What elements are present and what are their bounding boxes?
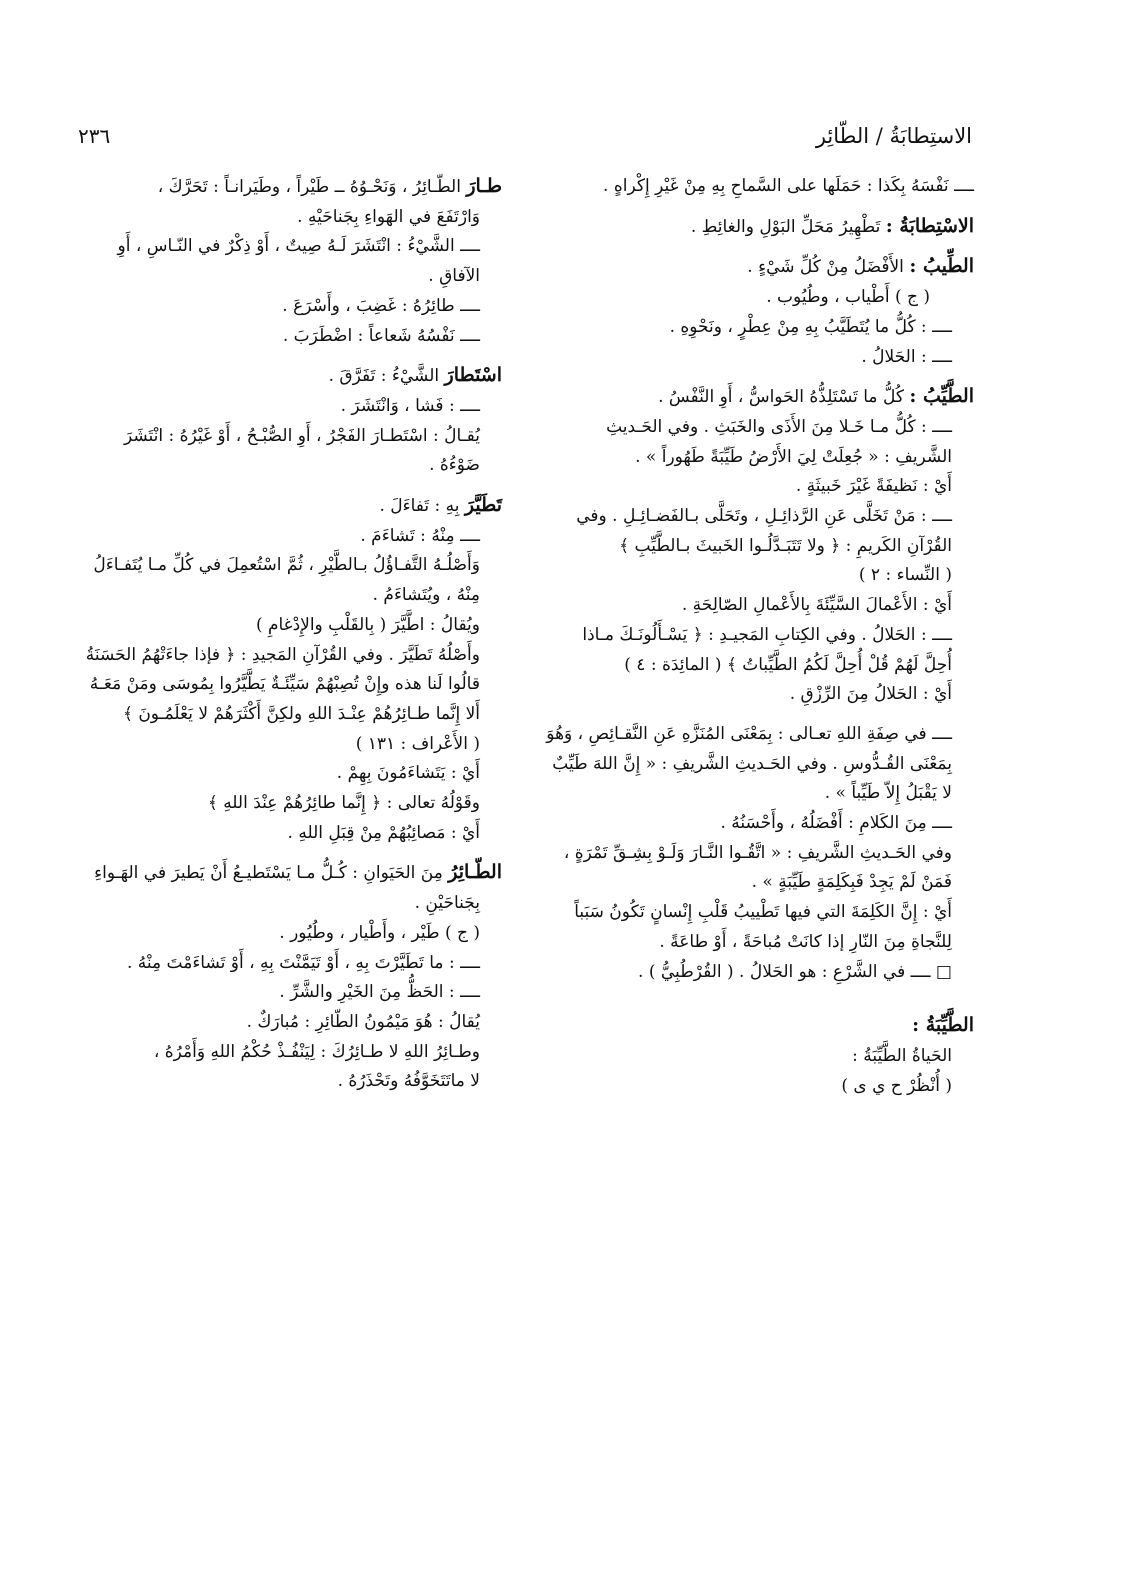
entry-line [554,1011,974,1042]
entry-line [554,532,974,562]
entry-line [546,720,974,750]
definition-text: أَيْ : الحَلالُ مِنَ الرِّزْقِ . [789,684,952,705]
entry-line [54,641,502,671]
entry-line [554,313,974,343]
entry-line [54,232,502,262]
entry-line [554,809,974,839]
definition-text: بِمَعْنَى القُـدُّوسِ . وفي الحَـديثِ الشَّريفِ : « إِنَّ اللهَ طَيِّبٌ [552,753,952,774]
definition-text: أُحِلَّ لَهُمْ قُلْ أُحِلَّ لَكُمُ الطَّيِّباتُ ﴾ ( المائِدَة : ٤ ) [624,654,952,675]
definition-text: ــــ مِنْهُ : تَشاءَمَ . [360,525,480,546]
entry-line [554,750,974,780]
entry-line [54,978,502,1008]
definition-text: ــــ : الحَلالُ . وفي الكِتابِ المَجيـدِ : ﴿ يَسْـأَلُونَـكَ مـاذا [582,624,952,645]
entry-line [54,858,502,889]
entry-line [554,343,974,373]
entry-line [554,651,974,681]
entry-line [54,759,502,789]
entry-line [54,392,502,422]
definition-text: وَارْتَفَعَ في الهَواءِ بِجَناحَيْهِ . [297,206,480,227]
entry-line [54,262,502,292]
definition-text: لا ماتَتَخَوَّفُهُ وتَحْذَرُهُ . [337,1071,480,1092]
entry-line [554,680,974,710]
definition-text: تَطْهِيرُ مَحَلِّ البَوْلِ والغائِطِ . [690,216,886,237]
definition-text: أَيْ : نَظيفَةً غَيْرَ خَبيثَةٍ . [795,476,952,497]
headword: الطِّيبُ : [909,255,974,278]
definition-text: أَيْ : مَصائِبُهُمْ مِنْ قِبَلِ اللهِ . [287,822,480,843]
definition-text: ــــ : ما تَطَيَّرْتَ بِهِ ، أَوْ تَيَمَّنْتَ بِهِ ، أَوْ تَشاءَمْتَ مِنْهُ . [126,952,480,973]
headword: اسْتَطارَ [444,364,502,387]
definition-text: قالُوا لَنا هذه وإِنْ تُصِبْهُمْ سَيِّئَـةٌ يَطَّيَّرُوا بِمُوسَى ومَنْ مَعَـهُ [89,674,480,695]
definition-text: ــــ : كُلُّ مـا خَـلا مِنَ الأَذَى والخَبَثِ . وفي الحَـديثِ [606,416,952,437]
entry-line [54,551,502,581]
definition-text: يُقـالُ : اسْتَطـارَ الفَجْرُ ، أَوِ الصُّبْـحُ ، أَوْ غَيْرُهُ : انْتَشَرَ [123,425,480,446]
definition-text: ــــ : فَشا ، وَانْتَشَرَ . [340,395,480,416]
definition-text: الشَّيْءُ : تَفَرَّقَ . [328,366,445,387]
entry-line [554,868,974,898]
definition-text: وأَصْلُهُ تَطَيَّرَ . وفي القُرْآنِ المَجيدِ : ﴿ فإذا جاءَتْهُمُ الحَسَنَةُ [85,644,480,665]
entry-line [54,1008,502,1038]
definition-text: ( ج ) طَيْر ، وأَطْيار ، وطُيُور . [279,922,480,943]
definition-text: ــــ الشَّيْءُ : انْتَشَرَ لَـهُ صِيتٌ ، أَوْ ذِكْرٌ في النّـاسِ ، أَوِ [117,236,480,257]
entry-line [554,561,974,591]
definition-text: وقَوْلُهُ تعالى : ﴿ إِنَّما طائِرُهُمْ عِنْدَ اللهِ ﴾ [207,793,480,814]
entry-line [554,1072,974,1102]
entry-line [54,172,502,203]
entry-line [54,889,502,919]
definition-text: وَأَصْلُـهُ التَّفـاؤُلُ بـالطَّيْرِ ، ثُمَّ اسْتُعمِلَ في كُلِّ مـا يُتَفـاءَلُ [93,555,480,576]
headword: طـارَ [466,175,502,197]
headword: الطَّيِّبَةُ : [912,1014,974,1037]
definition-text: أَيْ : يَتَشاءَمُونَ بِهِمْ . [336,763,480,784]
entry-line [54,700,502,730]
definition-text: القُرْآنِ الكَريمِ : ﴿ ولا تَتَبَـدَّلُـوا الخَبيثَ بـالطَّيِّبِ ﴾ [619,535,952,556]
definition-text: الحَياةُ الطَّيِّبَةُ : [852,1045,952,1066]
definition-text: مِنَ الحَيَوانِ : كُـلُّ مـا يَسْتَطيـعُ أَنْ يَطيرَ في الهَـواءِ [94,863,449,884]
entry-line [54,322,502,352]
definition-text: ــــ : كُلُّ ما يُتَطَيَّبُ بِهِ مِنْ عِطْرٍ ، ونَحْوِهِ . [669,316,952,337]
entry-line [54,730,502,760]
entry-line [54,581,502,611]
entry-line [554,472,974,502]
definition-text: الطّـائِرُ ، وَنَحْـوُهُ ــ طَيْراً ، وطَيَرانـاً : تَحَرَّكَ ، [157,177,467,197]
definition-text: أَيْ : الأَعْمالَ السَّيِّئَةَ بِالأَعْمالِ الصّالِحَةِ . [681,595,952,616]
entry-line [554,252,974,283]
headword: تَطَيَّرَ [464,494,502,517]
definition-text: ــــ في صِفَةِ اللهِ تعـالى : بِمَعْنَى المُنَزَّهِ عَنِ النَّقـائِصِ ، وَهُوَ [546,723,952,744]
entry-line [54,1038,502,1068]
definition-text: يُقالُ : هُوَ مَيْمُونُ الطّائِرِ : مُبارَكٌ . [246,1011,480,1032]
definition-text: بِهِ : تَفاءَلَ . [379,496,465,517]
definition-text: كُلُّ ما تَسْتَلِذُّهُ الحَواسُّ ، أَوِ النَّفْسُ . [658,387,910,408]
entry-line [54,789,502,819]
definition-text: مِنْهُ ، ويُتَشاءَمُ . [372,585,480,606]
definition-text: لِلنَّجاةِ مِنَ النّارِ إذا كانَتْ مُباحَةً ، أَوْ طاعَةً . [659,931,952,952]
entry-line [554,212,974,243]
definition-text: ( أُنْظُرْ ح ي ى ) [841,1075,952,1096]
definition-text: ــــ : الحَظُّ مِنَ الخَيْرِ والشَّرِّ . [279,982,480,1003]
definition-text: ــــ طائِرُهُ : غَضِبَ ، وأَسْرَعَ . [282,295,480,316]
entry-line [554,443,974,473]
definition-text: ــــ : الحَلالُ . [861,346,952,367]
entry-line [554,779,974,809]
definition-text: ــــ نَفْسَهُ بِكَذا : حَمَلَها على السَّماحِ بِهِ مِنْ غَيْرِ إِكْراهٍ . [603,176,974,196]
entry-line [54,203,502,233]
headword: الطَّيِّبُ : [909,385,974,408]
entry-line [554,839,974,869]
definition-text: □ ــــ في الشَّرْعِ : هو الحَلالُ . ( القُرْطُبِيُّ ) . [638,961,952,982]
entry-line [554,382,974,413]
entry-line [554,172,974,202]
definition-text: ( النِّساء : ٢ ) [858,565,952,586]
entry-line [54,670,502,700]
entry-line [554,1042,974,1072]
definition-text: أَيْ : إِنَّ الكَلِمَةَ التي فيها تَطْييبُ قَلْبِ إِنْسانٍ تَكُونُ سَبَباً [574,902,952,923]
page-number: ٢٣٦ [78,124,111,148]
entry-line [54,1067,502,1097]
page-header-title: الاستِطابَةُ / الطّائِر [815,124,972,148]
definition-text: الأَفْضَلُ مِنْ كُلِّ شَيْءٍ . [747,257,910,278]
entry-line [54,522,502,552]
definition-text: ( ج ) أَطْياب ، وطُيُوب . [766,287,930,308]
entry-line [54,491,502,522]
entry-line [54,611,502,641]
definition-text: أَلا إِنَّما طـائِرُهُمْ عِنْـدَ اللهِ ولكِنَّ أَكْثَرَهُمْ لا يَعْلَمُـونَ ﴾ [122,703,480,724]
definition-text: بِجَناحَيْنِ . [414,893,480,914]
entry-line [554,958,974,988]
entry-line [554,898,974,928]
entry-line [54,949,502,979]
definition-text: ويُقالُ : اطَّيَّرَ ( بِالقَلْبِ والإِدْغامِ ) [255,614,480,635]
definition-text: الآفاقِ . [428,266,480,287]
headword: الطّـائِرُ [448,861,502,884]
entry-line [554,502,974,532]
definition-text: لا يَقْبَلُ إِلاّ طَيِّباً » . [824,783,952,804]
definition-text: الشَّريفِ : « جُعِلَتْ لِيَ الأَرْضُ طَيِّبَةً طَهُوراً » . [635,446,952,467]
definition-text: ( الأَعْراف : ١٣١ ) [355,733,480,754]
entry-line [554,591,974,621]
definition-text: ــــ مِنَ الكَلامِ : أَفْضَلُهُ ، وأَحْسَنُهُ . [720,813,952,834]
entry-line [54,422,502,452]
right-column [546,172,974,1101]
entry-line [54,451,502,481]
definition-text: وفي الحَـديثِ الشَّريفِ : « اتَّقُـوا النَّـارَ وَلَـوْ بِشِـقِّ تَمْرَةٍ ، [563,842,952,863]
definition-text: فَمَنْ لَمْ يَجِدْ فَبِكَلِمَةٍ طَيِّبَةٍ » . [751,872,952,893]
entry-line [554,283,974,313]
entry-line [554,413,974,443]
definition-text: وطـائِرُ اللهِ لا طـائِرُكَ : لِيَنْفُـذْ حُكْمُ اللهِ وَأَمْرُهُ ، [153,1041,480,1062]
entry-line [54,919,502,949]
entry-line [54,292,502,322]
entry-line [554,928,974,958]
left-column [54,172,502,1097]
entry-line [554,621,974,651]
entry-line [54,819,502,849]
entry-line [54,361,502,392]
headword: الاسْتِطابَةُ : [885,214,974,237]
definition-text: ــــ : مَنْ تَخَلَّى عَنِ الرَّذائِـلِ ، وتَحَلَّى بـالفَضـائِـلِ . وفي [576,506,952,527]
definition-text: ضَوْءُهُ . [429,455,480,476]
definition-text: ــــ نَفْسُهُ شَعاعاً : اضْطَرَبَ . [282,325,480,346]
